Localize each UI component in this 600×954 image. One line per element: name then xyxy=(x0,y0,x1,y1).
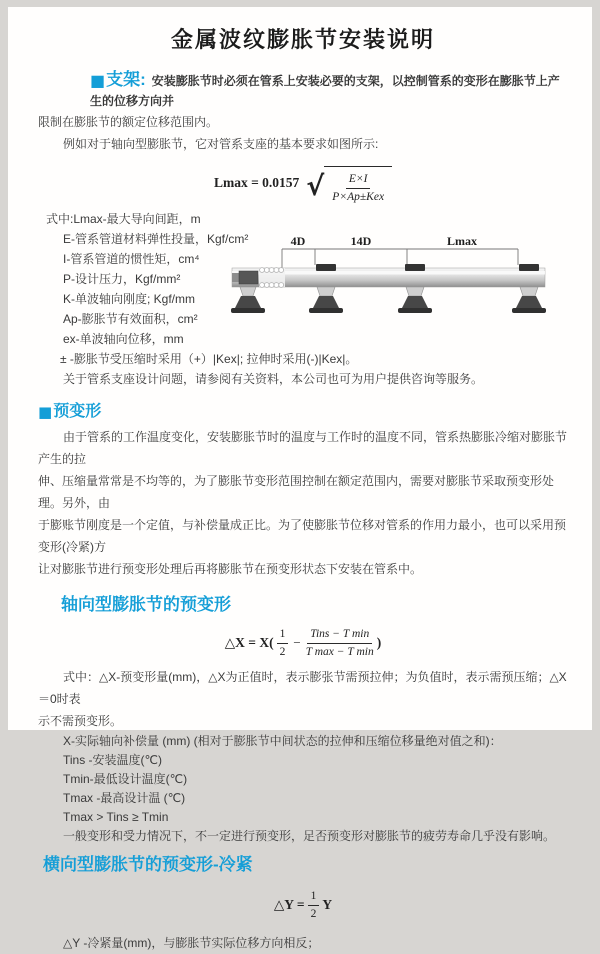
lateral-formula-lhs: △Y = xyxy=(273,897,305,913)
axial-explanation-line: 式中：△X-预变形量(mm)，△X为正值时，表示膨张节需预拉伸；为负值时，表示需预压缩；△X＝0时表 xyxy=(38,669,567,706)
axial-explanation-line: 示不需预变形。 xyxy=(38,713,123,728)
section-bullet-icon: ■ xyxy=(90,71,106,90)
support-lead-text: 安装膨胀节时必须在管系上安装必要的支架，以控制管系的变形在膨胀节上产生的位移方向并 xyxy=(90,74,560,108)
definition-line: ex-单波轴向位移，mm xyxy=(63,331,184,346)
lmax-fraction-numerator: E×I xyxy=(346,172,371,189)
axial-subsection-heading: 轴向型膨胀节的预变形 xyxy=(61,594,231,614)
definition-line: 一般变形和受力情况下，不一定进行预变形，足否预变形对膨胀节的疲劳寿命几乎没有影响。 xyxy=(63,828,556,843)
axial-formula-lhs: △X = X( xyxy=(224,635,274,651)
definition-line: P-设计压力，Kgf/mm² xyxy=(63,271,181,286)
minus-operator: − xyxy=(293,635,301,651)
definition-line: Tmax -最高设计温 (℃) xyxy=(63,790,186,805)
support-definitions-block xyxy=(38,209,568,389)
axial-definitions-block xyxy=(38,732,568,846)
definition-line: 关于管系支座设计问题，请参阅有关资料，本公司也可为用户提供咨询等服务。 xyxy=(63,371,484,386)
sqrt-body xyxy=(324,166,392,205)
predeform-section-heading xyxy=(38,402,568,422)
predeform-paragraph-line: 让对膨胀节进行预变形处理后再将膨胀节在预变形状态下安装在管系中。 xyxy=(38,561,423,576)
lateral-note-line: △Y -冷紧量(mm)，与膨胀节实际位移方向相反； xyxy=(63,935,320,950)
definition-line: E-管系管道材料弹性投量，Kgf/cm² xyxy=(63,231,249,246)
bellows-icon xyxy=(259,267,285,287)
predeform-heading-text: 预变形 xyxy=(53,402,102,420)
definition-line: K-单波轴向刚度; Kgf/mm xyxy=(63,291,196,306)
dimension-label-lmax: Lmax xyxy=(447,233,477,248)
support-heading: 支架: xyxy=(106,70,146,89)
support-text-line2: 限制在膨胀节的额定位移范围内。 xyxy=(38,115,219,129)
definition-line: Tmax > Tins ≥ Tmin xyxy=(63,809,169,824)
definition-line: Tins -安装温度(℃) xyxy=(63,752,163,767)
lateral-subsection-heading: 横向型膨胀节的预变形-冷紧 xyxy=(43,854,253,874)
pipe-support-diagram xyxy=(230,235,550,317)
predeform-paragraph-line: 由于管系的工作温度变化，安装膨胀节时的温度与工作时的温度不同，管系热膨胀冷缩对膨胀节产生的拉 xyxy=(38,429,568,466)
sqrt-radical-icon: √ xyxy=(306,170,325,202)
definition-line: Tmin-最低设计温度(℃) xyxy=(63,771,188,786)
lmax-fraction-denominator: P×Ap±Kex xyxy=(332,190,385,203)
definition-line: ± -膨胀节受压缩时采用（+）|Kex|; 拉伸时采用(-)|Kex|。 xyxy=(60,351,358,366)
support-text-line3: 例如对于轴向型膨胀节，它对管系支座的基本要求如图所示: xyxy=(63,137,379,151)
document-page xyxy=(8,7,592,950)
page-title: 金属波纹膨胀节安装说明 xyxy=(170,27,435,52)
dimension-label-4d: 4D xyxy=(290,233,306,248)
section-bullet-icon: ■ xyxy=(38,402,53,421)
temperature-fraction: $\frac{\text{Tins − T min}}{\text{T max − T min}}$ xyxy=(305,627,374,658)
lateral-coldtight-formula xyxy=(38,889,568,922)
definition-line: Ap-膨胀节有效面积，cm² xyxy=(63,311,198,326)
one-half-fraction: $\frac{1}{2}$ xyxy=(308,889,320,922)
axial-predeform-formula xyxy=(38,627,568,660)
predeform-paragraph-line: 伸、压缩量常常是不均等的，为了膨胀节变形范围控制在额定范围内，需要对膨胀节采取预变形处理。另外，由 xyxy=(38,473,555,510)
support-section-lead xyxy=(90,70,568,111)
lmax-fraction xyxy=(332,172,384,205)
predeform-paragraph-line: 于膨账节刚度是一个定值，与补偿量成正比。为了使膨胀节位移对管系的作用力最小，也可以采用预变形(冷紧)方 xyxy=(38,517,567,554)
lmax-formula-lhs: Lmax = 0.0157 xyxy=(213,175,300,191)
lmax-formula xyxy=(38,164,568,203)
definition-line: X-实际轴向补偿量 (mm) (相对于膨胀节中间状态的拉伸和压缩位移量绝对值之和)： xyxy=(63,733,502,748)
definition-line: I-管系管道的惯性矩，cm⁴ xyxy=(63,251,200,266)
lateral-formula-rhs: Y xyxy=(322,897,333,913)
dimension-label-14d: 14D xyxy=(350,233,372,248)
definition-line: 式中:Lmax-最大导向间距，m xyxy=(46,211,201,226)
one-half-fraction: $\frac{1}{2}$ xyxy=(277,627,289,660)
axial-formula-rparen: ) xyxy=(376,635,382,651)
